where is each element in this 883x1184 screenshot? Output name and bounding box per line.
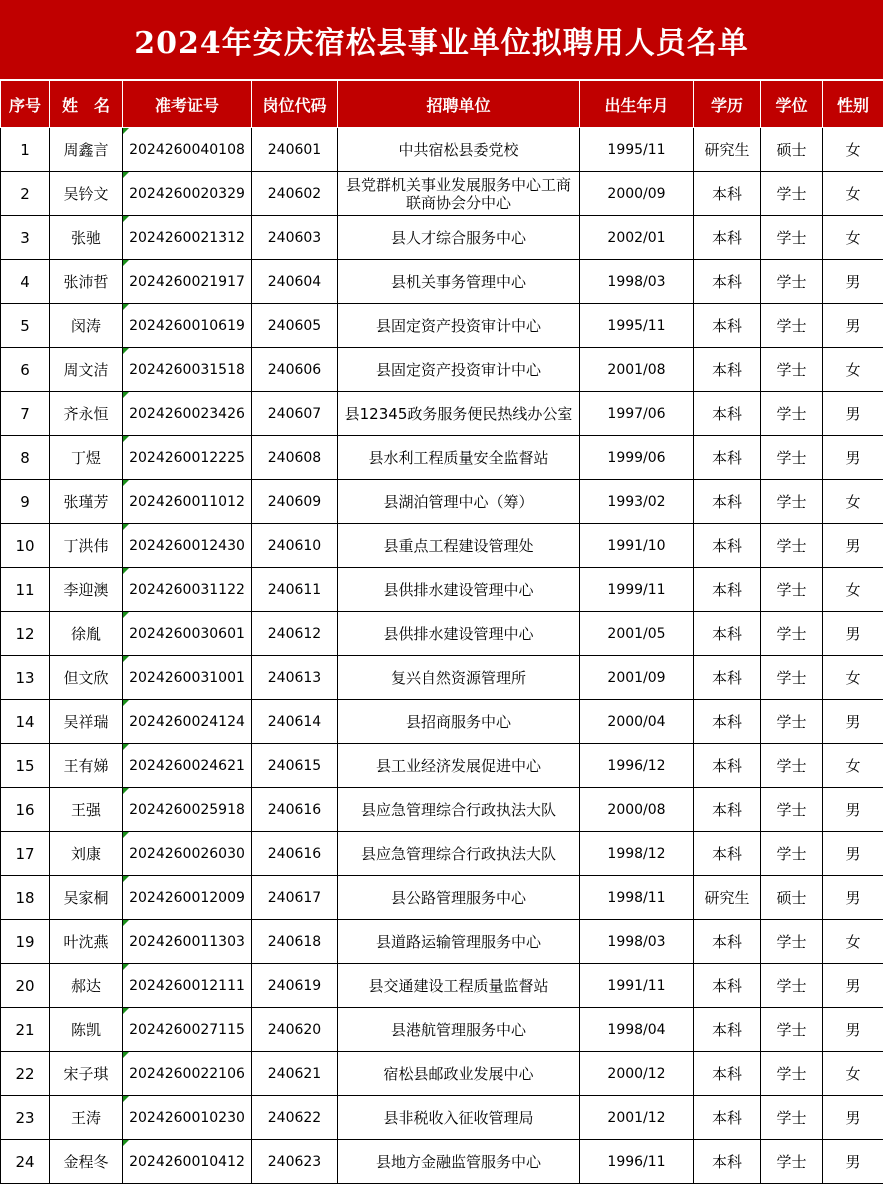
cell-degree: 学士 — [761, 480, 823, 524]
cell-education: 本科 — [694, 480, 761, 524]
cell-education: 本科 — [694, 568, 761, 612]
cell-post-code: 240611 — [252, 568, 338, 612]
cell-seq: 10 — [1, 524, 50, 568]
cell-birth: 2001/08 — [580, 348, 694, 392]
cell-exam-no: 2024260012430 — [123, 524, 252, 568]
cell-name: 王强 — [50, 788, 123, 832]
cell-name: 叶沈燕 — [50, 920, 123, 964]
cell-birth: 2000/09 — [580, 172, 694, 216]
cell-exam-no: 2024260021312 — [123, 216, 252, 260]
cell-unit: 县道路运输管理服务中心 — [338, 920, 580, 964]
cell-seq: 22 — [1, 1052, 50, 1096]
cell-name: 齐永恒 — [50, 392, 123, 436]
cell-unit: 县供排水建设管理中心 — [338, 612, 580, 656]
cell-gender: 女 — [823, 568, 883, 612]
cell-name: 徐胤 — [50, 612, 123, 656]
table-row — [1, 1052, 883, 1096]
cell-unit: 县地方金融监管服务中心 — [338, 1140, 580, 1184]
cell-education: 本科 — [694, 1140, 761, 1184]
table-row — [1, 920, 883, 964]
cell-name: 闵涛 — [50, 304, 123, 348]
cell-exam-no: 2024260021917 — [123, 260, 252, 304]
cell-name: 吴祥瑞 — [50, 700, 123, 744]
personnel-table — [0, 80, 883, 1184]
cell-seq: 9 — [1, 480, 50, 524]
cell-gender: 男 — [823, 788, 883, 832]
cell-birth: 1995/11 — [580, 304, 694, 348]
cell-education: 本科 — [694, 1008, 761, 1052]
cell-seq: 2 — [1, 172, 50, 216]
cell-degree: 学士 — [761, 348, 823, 392]
cell-birth: 1998/04 — [580, 1008, 694, 1052]
header-name: 姓 名 — [50, 81, 123, 128]
cell-post-code: 240608 — [252, 436, 338, 480]
cell-birth: 1991/11 — [580, 964, 694, 1008]
cell-gender: 男 — [823, 876, 883, 920]
cell-birth: 2001/09 — [580, 656, 694, 700]
cell-degree: 学士 — [761, 1096, 823, 1140]
cell-gender: 男 — [823, 524, 883, 568]
cell-gender: 女 — [823, 480, 883, 524]
cell-degree: 硕士 — [761, 128, 823, 172]
cell-post-code: 240603 — [252, 216, 338, 260]
cell-unit: 县公路管理服务中心 — [338, 876, 580, 920]
cell-birth: 2000/08 — [580, 788, 694, 832]
cell-post-code: 240615 — [252, 744, 338, 788]
cell-unit: 县重点工程建设管理处 — [338, 524, 580, 568]
cell-degree: 学士 — [761, 568, 823, 612]
table-row — [1, 876, 883, 920]
table-row — [1, 524, 883, 568]
cell-education: 本科 — [694, 788, 761, 832]
cell-seq: 4 — [1, 260, 50, 304]
cell-gender: 女 — [823, 1052, 883, 1096]
cell-education: 本科 — [694, 1096, 761, 1140]
cell-post-code: 240613 — [252, 656, 338, 700]
cell-name: 刘康 — [50, 832, 123, 876]
cell-degree: 学士 — [761, 1140, 823, 1184]
cell-degree: 学士 — [761, 216, 823, 260]
table-row — [1, 128, 883, 172]
cell-education: 研究生 — [694, 128, 761, 172]
table-row — [1, 788, 883, 832]
table-row — [1, 656, 883, 700]
cell-name: 郝达 — [50, 964, 123, 1008]
cell-education: 研究生 — [694, 876, 761, 920]
table-row — [1, 348, 883, 392]
header-education: 学历 — [694, 81, 761, 128]
cell-unit: 宿松县邮政业发展中心 — [338, 1052, 580, 1096]
cell-exam-no: 2024260011012 — [123, 480, 252, 524]
cell-post-code: 240607 — [252, 392, 338, 436]
cell-name: 丁煜 — [50, 436, 123, 480]
cell-degree: 学士 — [761, 612, 823, 656]
cell-exam-no: 2024260010619 — [123, 304, 252, 348]
cell-gender: 男 — [823, 260, 883, 304]
header-unit: 招聘单位 — [338, 81, 580, 128]
cell-degree: 硕士 — [761, 876, 823, 920]
cell-education: 本科 — [694, 348, 761, 392]
cell-name: 张沛哲 — [50, 260, 123, 304]
cell-education: 本科 — [694, 920, 761, 964]
cell-exam-no: 2024260024124 — [123, 700, 252, 744]
cell-unit: 县水利工程质量安全监督站 — [338, 436, 580, 480]
cell-degree: 学士 — [761, 1052, 823, 1096]
cell-seq: 7 — [1, 392, 50, 436]
cell-exam-no: 2024260026030 — [123, 832, 252, 876]
cell-post-code: 240609 — [252, 480, 338, 524]
cell-name: 王涛 — [50, 1096, 123, 1140]
table-row — [1, 964, 883, 1008]
cell-name: 周鑫言 — [50, 128, 123, 172]
cell-name: 宋子琪 — [50, 1052, 123, 1096]
cell-education: 本科 — [694, 392, 761, 436]
cell-degree: 学士 — [761, 524, 823, 568]
cell-unit: 县供排水建设管理中心 — [338, 568, 580, 612]
header-exam-no: 准考证号 — [123, 81, 252, 128]
cell-name: 周文洁 — [50, 348, 123, 392]
cell-seq: 5 — [1, 304, 50, 348]
cell-post-code: 240621 — [252, 1052, 338, 1096]
cell-gender: 女 — [823, 216, 883, 260]
cell-seq: 23 — [1, 1096, 50, 1140]
cell-seq: 1 — [1, 128, 50, 172]
cell-education: 本科 — [694, 304, 761, 348]
cell-unit: 县招商服务中心 — [338, 700, 580, 744]
cell-birth: 1995/11 — [580, 128, 694, 172]
table-row — [1, 480, 883, 524]
cell-name: 但文欣 — [50, 656, 123, 700]
cell-degree: 学士 — [761, 964, 823, 1008]
cell-seq: 15 — [1, 744, 50, 788]
cell-degree: 学士 — [761, 832, 823, 876]
cell-birth: 1993/02 — [580, 480, 694, 524]
table-row — [1, 216, 883, 260]
cell-education: 本科 — [694, 260, 761, 304]
cell-name: 王有娣 — [50, 744, 123, 788]
cell-gender: 男 — [823, 832, 883, 876]
cell-degree: 学士 — [761, 392, 823, 436]
cell-gender: 女 — [823, 656, 883, 700]
cell-exam-no: 2024260010230 — [123, 1096, 252, 1140]
cell-gender: 男 — [823, 392, 883, 436]
cell-unit: 县人才综合服务中心 — [338, 216, 580, 260]
cell-birth: 2001/05 — [580, 612, 694, 656]
title-bar — [0, 0, 883, 80]
cell-exam-no: 2024260040108 — [123, 128, 252, 172]
cell-degree: 学士 — [761, 788, 823, 832]
cell-post-code: 240602 — [252, 172, 338, 216]
cell-education: 本科 — [694, 700, 761, 744]
cell-education: 本科 — [694, 832, 761, 876]
cell-education: 本科 — [694, 656, 761, 700]
cell-education: 本科 — [694, 612, 761, 656]
cell-education: 本科 — [694, 964, 761, 1008]
cell-name: 吴家桐 — [50, 876, 123, 920]
table-header-row — [1, 81, 883, 128]
cell-gender: 男 — [823, 964, 883, 1008]
cell-degree: 学士 — [761, 744, 823, 788]
table-row — [1, 172, 883, 216]
table-row — [1, 700, 883, 744]
cell-post-code: 240619 — [252, 964, 338, 1008]
cell-unit: 复兴自然资源管理所 — [338, 656, 580, 700]
cell-exam-no: 2024260024621 — [123, 744, 252, 788]
cell-post-code: 240616 — [252, 788, 338, 832]
cell-seq: 11 — [1, 568, 50, 612]
cell-degree: 学士 — [761, 260, 823, 304]
cell-birth: 2000/04 — [580, 700, 694, 744]
cell-exam-no: 2024260031518 — [123, 348, 252, 392]
cell-seq: 24 — [1, 1140, 50, 1184]
cell-exam-no: 2024260012225 — [123, 436, 252, 480]
table-row — [1, 260, 883, 304]
cell-gender: 男 — [823, 436, 883, 480]
cell-degree: 学士 — [761, 1008, 823, 1052]
cell-gender: 女 — [823, 348, 883, 392]
cell-post-code: 240623 — [252, 1140, 338, 1184]
cell-education: 本科 — [694, 436, 761, 480]
cell-post-code: 240610 — [252, 524, 338, 568]
cell-seq: 12 — [1, 612, 50, 656]
cell-exam-no: 2024260010412 — [123, 1140, 252, 1184]
cell-unit: 县应急管理综合行政执法大队 — [338, 832, 580, 876]
cell-seq: 13 — [1, 656, 50, 700]
cell-gender: 女 — [823, 920, 883, 964]
cell-exam-no: 2024260022106 — [123, 1052, 252, 1096]
cell-exam-no: 2024260023426 — [123, 392, 252, 436]
cell-gender: 女 — [823, 172, 883, 216]
cell-birth: 2000/12 — [580, 1052, 694, 1096]
cell-post-code: 240604 — [252, 260, 338, 304]
cell-unit: 县工业经济发展促进中心 — [338, 744, 580, 788]
cell-birth: 1998/11 — [580, 876, 694, 920]
header-post-code: 岗位代码 — [252, 81, 338, 128]
cell-exam-no: 2024260012111 — [123, 964, 252, 1008]
cell-post-code: 240617 — [252, 876, 338, 920]
cell-gender: 男 — [823, 612, 883, 656]
cell-post-code: 240622 — [252, 1096, 338, 1140]
table-row — [1, 568, 883, 612]
cell-name: 丁洪伟 — [50, 524, 123, 568]
cell-name: 金程冬 — [50, 1140, 123, 1184]
cell-post-code: 240606 — [252, 348, 338, 392]
cell-name: 陈凯 — [50, 1008, 123, 1052]
cell-birth: 1991/10 — [580, 524, 694, 568]
cell-post-code: 240620 — [252, 1008, 338, 1052]
cell-gender: 男 — [823, 1140, 883, 1184]
cell-exam-no: 2024260025918 — [123, 788, 252, 832]
cell-seq: 16 — [1, 788, 50, 832]
table-row — [1, 832, 883, 876]
cell-name: 李迎澳 — [50, 568, 123, 612]
cell-unit: 县固定资产投资审计中心 — [338, 348, 580, 392]
cell-unit: 县交通建设工程质量监督站 — [338, 964, 580, 1008]
cell-birth: 1999/06 — [580, 436, 694, 480]
cell-gender: 男 — [823, 1008, 883, 1052]
table-row — [1, 392, 883, 436]
cell-exam-no: 2024260012009 — [123, 876, 252, 920]
cell-birth: 1996/11 — [580, 1140, 694, 1184]
table-row — [1, 436, 883, 480]
cell-degree: 学士 — [761, 436, 823, 480]
cell-birth: 1997/06 — [580, 392, 694, 436]
cell-degree: 学士 — [761, 304, 823, 348]
cell-seq: 21 — [1, 1008, 50, 1052]
cell-exam-no: 2024260011303 — [123, 920, 252, 964]
cell-gender: 女 — [823, 744, 883, 788]
cell-seq: 3 — [1, 216, 50, 260]
cell-seq: 14 — [1, 700, 50, 744]
cell-post-code: 240616 — [252, 832, 338, 876]
cell-exam-no: 2024260031001 — [123, 656, 252, 700]
cell-exam-no: 2024260027115 — [123, 1008, 252, 1052]
cell-seq: 19 — [1, 920, 50, 964]
cell-name: 吴钤文 — [50, 172, 123, 216]
cell-education: 本科 — [694, 1052, 761, 1096]
cell-gender: 男 — [823, 304, 883, 348]
header-birth: 出生年月 — [580, 81, 694, 128]
cell-unit: 县湖泊管理中心（筹） — [338, 480, 580, 524]
cell-unit: 中共宿松县委党校 — [338, 128, 580, 172]
cell-birth: 1998/03 — [580, 260, 694, 304]
cell-unit: 县非税收入征收管理局 — [338, 1096, 580, 1140]
cell-unit: 县党群机关事业发展服务中心工商联商协会分中心 — [338, 172, 580, 216]
table-row — [1, 1096, 883, 1140]
table-row — [1, 1008, 883, 1052]
cell-exam-no: 2024260031122 — [123, 568, 252, 612]
cell-degree: 学士 — [761, 172, 823, 216]
table-row — [1, 612, 883, 656]
header-gender: 性别 — [823, 81, 883, 128]
cell-unit: 县港航管理服务中心 — [338, 1008, 580, 1052]
cell-gender: 男 — [823, 700, 883, 744]
cell-post-code: 240612 — [252, 612, 338, 656]
cell-post-code: 240618 — [252, 920, 338, 964]
cell-unit: 县12345政务服务便民热线办公室 — [338, 392, 580, 436]
cell-birth: 2001/12 — [580, 1096, 694, 1140]
cell-degree: 学士 — [761, 920, 823, 964]
cell-birth: 1999/11 — [580, 568, 694, 612]
cell-birth: 1998/03 — [580, 920, 694, 964]
cell-birth: 1996/12 — [580, 744, 694, 788]
cell-birth: 2002/01 — [580, 216, 694, 260]
cell-birth: 1998/12 — [580, 832, 694, 876]
cell-exam-no: 2024260020329 — [123, 172, 252, 216]
cell-name: 张瑾芳 — [50, 480, 123, 524]
cell-seq: 17 — [1, 832, 50, 876]
cell-education: 本科 — [694, 524, 761, 568]
cell-education: 本科 — [694, 216, 761, 260]
cell-exam-no: 2024260030601 — [123, 612, 252, 656]
cell-post-code: 240614 — [252, 700, 338, 744]
cell-post-code: 240601 — [252, 128, 338, 172]
cell-unit: 县固定资产投资审计中心 — [338, 304, 580, 348]
cell-unit: 县应急管理综合行政执法大队 — [338, 788, 580, 832]
cell-seq: 18 — [1, 876, 50, 920]
cell-education: 本科 — [694, 172, 761, 216]
cell-seq: 20 — [1, 964, 50, 1008]
cell-post-code: 240605 — [252, 304, 338, 348]
cell-degree: 学士 — [761, 656, 823, 700]
cell-name: 张驰 — [50, 216, 123, 260]
header-seq: 序号 — [1, 81, 50, 128]
cell-degree: 学士 — [761, 700, 823, 744]
cell-gender: 女 — [823, 128, 883, 172]
table-row — [1, 304, 883, 348]
cell-gender: 男 — [823, 1096, 883, 1140]
cell-unit: 县机关事务管理中心 — [338, 260, 580, 304]
header-degree: 学位 — [761, 81, 823, 128]
page-title: 2024年安庆宿松县事业单位拟聘用人员名单 — [134, 18, 749, 62]
cell-education: 本科 — [694, 744, 761, 788]
cell-seq: 8 — [1, 436, 50, 480]
table-row — [1, 744, 883, 788]
cell-seq: 6 — [1, 348, 50, 392]
